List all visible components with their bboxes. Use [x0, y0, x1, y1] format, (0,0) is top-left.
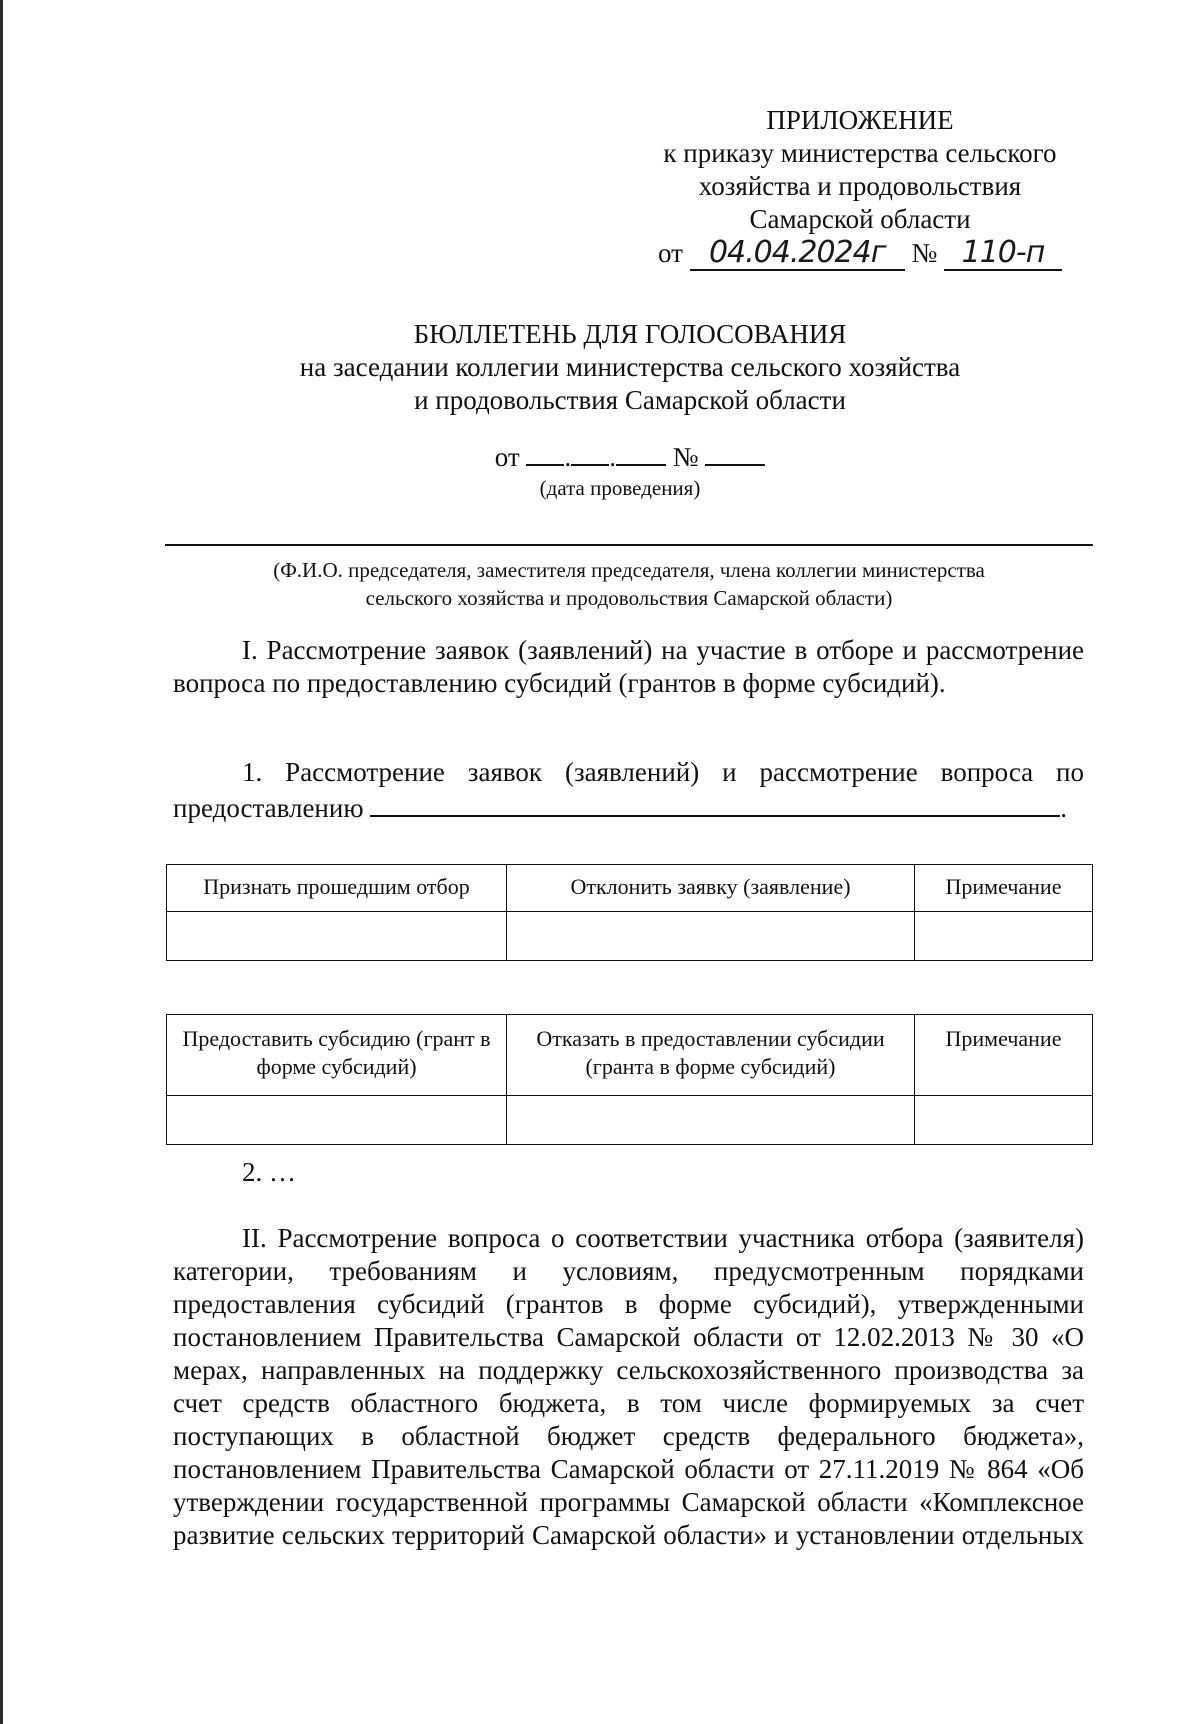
appendix-order-ref — [600, 236, 1120, 271]
fio-caption-line-1: (Ф.И.О. председателя, заместителя председателя, члена коллегии министерства — [273, 558, 985, 582]
table-empty-cell — [167, 1096, 507, 1145]
table-header-cell: Примечание — [915, 1015, 1093, 1096]
year-blank — [616, 440, 666, 466]
table-row — [167, 1015, 1093, 1096]
day-blank — [526, 440, 564, 466]
ballot-subtitle-2: и продовольствия Самарской области — [414, 385, 846, 415]
order-number-prefix: № — [911, 238, 938, 268]
appendix-line-2: хозяйства и продовольствия — [698, 171, 1022, 201]
item-2: 2. … — [242, 1157, 296, 1187]
meeting-number-blank — [705, 440, 765, 466]
meeting-date-prefix: от — [494, 442, 520, 472]
scan-edge — [0, 0, 3, 1724]
month-blank — [571, 440, 609, 466]
table-empty-cell — [507, 912, 915, 961]
table-row — [167, 912, 1093, 961]
date-caption: (дата проведения) — [539, 476, 701, 500]
table-header-cell: Отклонить заявку (заявление) — [507, 865, 915, 912]
table-empty-cell — [167, 912, 507, 961]
subsidy-table — [166, 1014, 1093, 1145]
table-empty-cell — [915, 1096, 1093, 1145]
meeting-date-row — [165, 440, 1095, 473]
appendix-title: ПРИЛОЖЕНИЕ — [766, 105, 954, 135]
selection-table — [166, 864, 1093, 961]
appendix-header — [600, 104, 1120, 271]
order-date-prefix: от — [658, 238, 683, 268]
date-dot-2: . — [609, 442, 616, 472]
item-1-period: . — [1060, 793, 1068, 823]
table-header-cell: Отказать в предоставлении субсидии (гранта в форме субсидий) — [507, 1015, 915, 1096]
section-2-text: II. Рассмотрение вопроса о соответствии участника отбора (заявителя) категории, требованиям и условиям, предусмотренным порядками предоставления субсидий (грантов в форме субсидий), утвержденными постановлением Правительства Самарской области от 12.02.2013 № 30 «О мерах, направленных на поддержку сельскохозяйственного производства за счет средств областного бюджета, в том числе формируемых за счет поступающих в областной бюджет средств федерального бюджета», постановлением Правительства Самарской области от 27.11.2019 № 864 «Об утверждении государственной программы Самарской области «Комплексное развитие сельских территорий Самарской области» и установлении отдельных — [173, 1223, 1084, 1550]
appendix-line-3: Самарской области — [749, 204, 971, 234]
fio-caption — [165, 556, 1093, 612]
ballot-subtitle-1: на заседании коллегии министерства сельского хозяйства — [299, 352, 961, 382]
meeting-number-sign: № — [672, 442, 699, 472]
table-header-cell: Признать прошедшим отбор — [167, 865, 507, 912]
item-1-cont-label: предоставлению — [173, 793, 364, 823]
table-row — [167, 865, 1093, 912]
table-header-cell: Предоставить субсидию (грант в форме субсидий) — [167, 1015, 507, 1096]
item-1-fill-blank — [370, 789, 1060, 817]
item-1-text: 1. Рассмотрение заявок (заявлений) и рассмотрение вопроса по — [242, 757, 1084, 787]
order-date-handwritten: 04.04.2024г — [690, 236, 905, 271]
fio-underline — [165, 544, 1093, 546]
table-row — [167, 1096, 1093, 1145]
appendix-line-1: к приказу министерства сельского — [663, 138, 1057, 168]
section-1-text: I. Рассмотрение заявок (заявлений) на участие в отборе и рассмотрение вопроса по предоставлению субсидий (грантов в форме субсидий). — [173, 635, 1084, 698]
table-empty-cell — [507, 1096, 915, 1145]
table-empty-cell — [915, 912, 1093, 961]
date-dot-1: . — [564, 442, 572, 472]
fio-caption-line-2: сельского хозяйства и продовольствия Самарской области) — [365, 586, 893, 610]
order-number-handwritten: 110-п — [944, 236, 1062, 271]
ballot-title: БЮЛЛЕТЕНЬ ДЛЯ ГОЛОСОВАНИЯ — [413, 319, 847, 349]
ballot-title-block — [165, 318, 1095, 417]
table-header-cell: Примечание — [915, 865, 1093, 912]
item-1-continuation — [173, 789, 1084, 825]
